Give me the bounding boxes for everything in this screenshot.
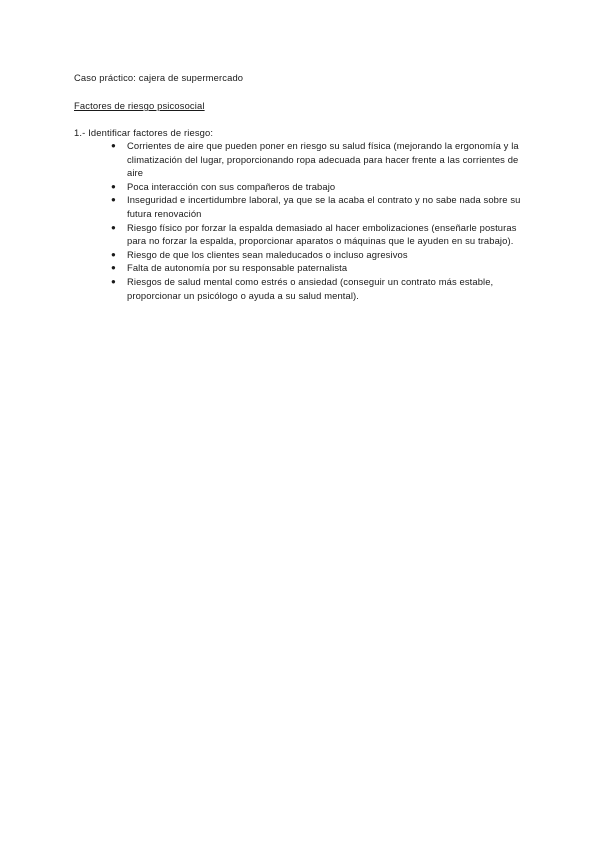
list-item [108,261,530,275]
list-item [108,180,530,194]
bullet-icon: ● [111,195,116,205]
bullet-icon: ● [111,276,116,286]
list-item-text: Riesgos de salud mental como estrés o ansiedad (conseguir un contrato más estable, proporcionar un psicólogo o ayuda a su salud mental). [127,275,494,301]
list-item [108,193,530,220]
list-item-text: Poca interacción con sus compañeros de trabajo [127,180,336,192]
list-item [108,221,530,248]
document-title: Caso práctico: cajera de supermercado [74,72,244,83]
bullet-icon: ● [111,249,116,259]
bullet-icon: ● [111,141,116,150]
list-item-text: Riesgo físico por forzar la espalda demasiado al hacer embolizaciones (enseñarle posturas para no forzar la espalda, proporcionar aparatos o máquinas que le ayuden en su trabajo). [127,221,517,247]
list-item-text: Riesgo de que los clientes sean maleducados o incluso agresivos [127,248,408,260]
bullet-icon: ● [111,181,116,191]
risk-factors-list [108,139,530,302]
bullet-icon: ● [111,222,116,232]
question-heading: 1.- Identificar factores de riesgo: [74,127,214,138]
bullet-icon: ● [111,263,116,273]
list-item [108,139,530,180]
list-item [108,248,530,262]
section-heading: Factores de riesgo psicosocial [74,100,205,111]
list-item [108,275,530,302]
list-item-text: Falta de autonomía por su responsable paternalista [127,262,348,274]
list-item-text: Inseguridad e incertidumbre laboral, ya que se la acaba el contrato y no sabe nada sobre su futura renovación [127,194,521,219]
list-item-text: Corrientes de aire que pueden poner en riesgo su salud física (mejorando la ergonomía y la climatización del lugar, proporcionando ropa adecuada para hacer frente a las corrientes de aire [127,140,519,179]
